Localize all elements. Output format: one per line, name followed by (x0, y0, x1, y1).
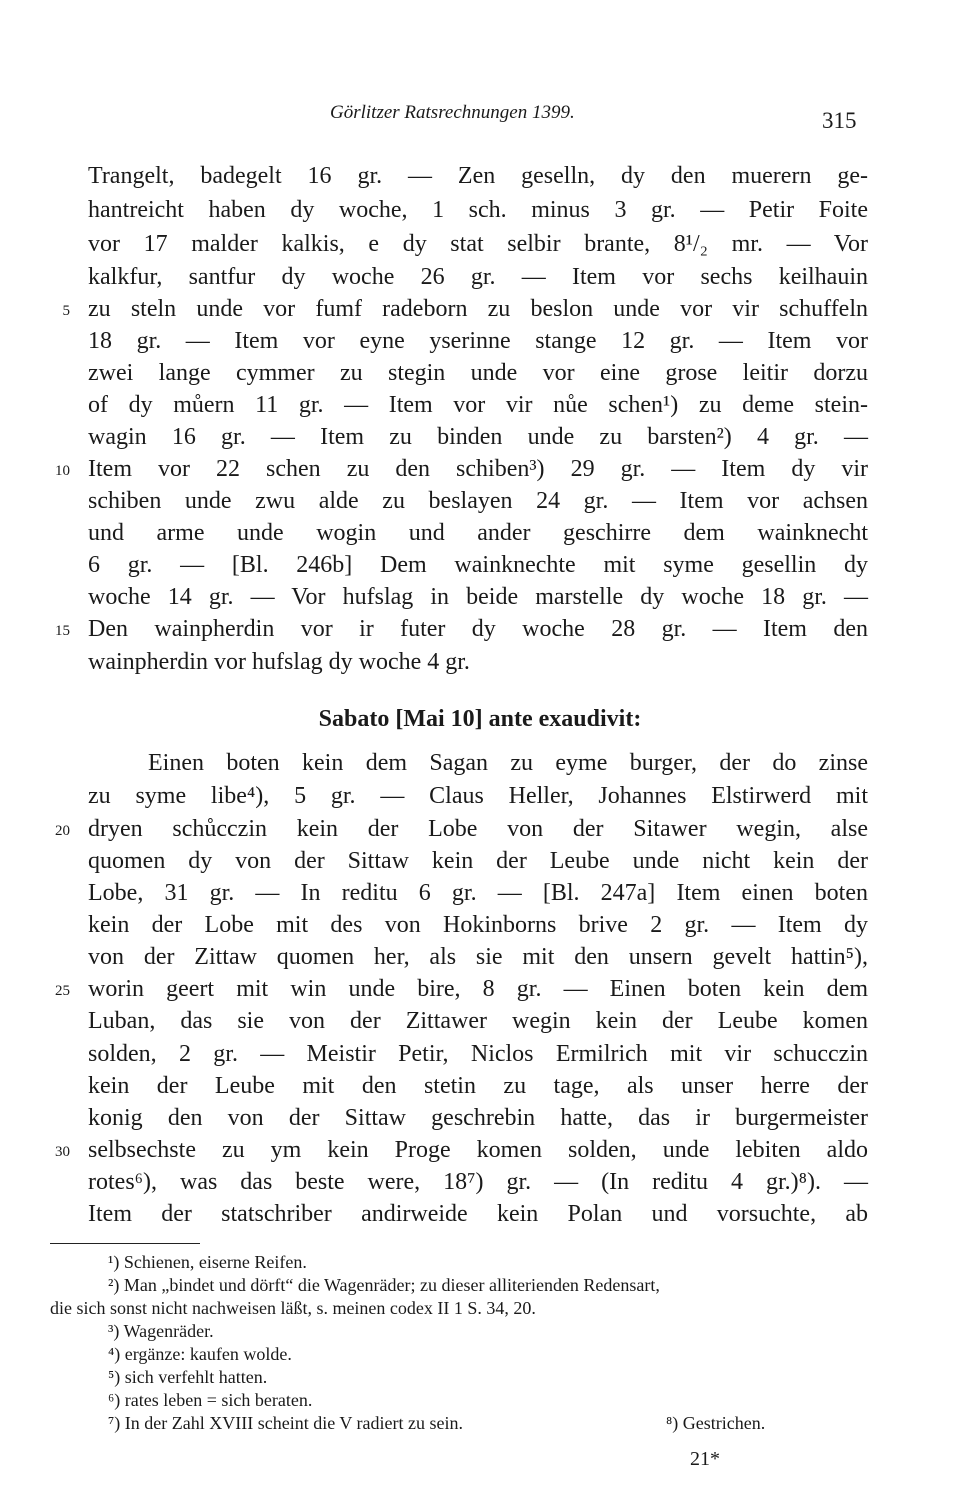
section-heading: Sabato [Mai 10] ante exaudivit: (318, 706, 642, 732)
text-line: kalkfur, santfur dy woche 26 gr. — Item vor sechs keilhauin (88, 264, 868, 290)
text-line: woche 14 gr. — Vor hufslag in beide marstelle dy woche 18 gr. — (88, 584, 868, 610)
text-line: selbsechste zu ym kein Proge komen solden, unde lebiten aldo (88, 1137, 868, 1163)
footnote: ³) Wagenräder. (108, 1321, 214, 1341)
text-line: Trangelt, badegelt 16 gr. — Zen geselln, dy den muerern ge- (88, 163, 868, 189)
text-line: rotes⁶), was das beste were, 18⁷) gr. — (In reditu 4 gr.)⁸). — (88, 1169, 868, 1195)
text-line: Luban, das sie von der Zittawer wegin kein der Leube komen (88, 1008, 868, 1034)
text-line: Item der statschriber andirweide kein Polan und vorsuchte, ab (88, 1201, 868, 1227)
text-line: zwei lange cymmer zu stegin unde vor eine grose leitir dorzu (88, 360, 868, 386)
text-line: zu steln unde vor fumf radeborn zu beslon unde vor vir schuffeln (88, 296, 868, 322)
footnote: ¹) Schienen, eiserne Reifen. (108, 1252, 307, 1272)
text-line: schiben unde zwu alde zu beslayen 24 gr. — Item vor achsen (88, 488, 868, 514)
text-line: of dy můern 11 gr. — Item vor vir nůe schen¹) zu deme stein- (88, 392, 868, 418)
footnote-rule (50, 1243, 200, 1244)
text-line: wainpherdin vor hufslag dy woche 4 gr. (88, 649, 470, 675)
line-number: 25 (55, 983, 70, 999)
footnote: ⁵) sich verfehlt hatten. (108, 1367, 268, 1387)
signature-mark: 21* (690, 1448, 720, 1470)
text-line: quomen dy von der Sittaw kein der Leube unde nicht kein der (88, 848, 868, 874)
text-line: und arme unde wogin und ander geschirre dem wainknecht (88, 520, 868, 546)
text-line: dryen schůcczin kein der Lobe von der Sitawer wegin, alse (88, 816, 868, 842)
text-line: 18 gr. — Item vor eyne yserinne stange 12 gr. — Item vor (88, 328, 868, 354)
line-number: 30 (55, 1144, 70, 1160)
text-line: worin geert mit win unde bire, 8 gr. — Einen boten kein dem (88, 976, 868, 1002)
text-line: wagin 16 gr. — Item zu binden unde zu barsten²) 4 gr. — (88, 424, 868, 450)
text-line: 6 gr. — [Bl. 246b] Dem wainknechte mit syme gesellin dy (88, 552, 868, 578)
footnote: die sich sonst nicht nachweisen läßt, s. meinen codex II 1 S. 34, 20. (50, 1298, 536, 1318)
line-number: 20 (55, 823, 70, 839)
text-line: konig den von der Sittaw geschrebin hatte, das ir burgermeister (88, 1105, 868, 1131)
text-line: Item vor 22 schen zu den schiben³) 29 gr. — Item dy vir (88, 456, 868, 482)
footnote: ⁴) ergänze: kaufen wolde. (108, 1344, 292, 1364)
line-number: 15 (55, 623, 70, 639)
text-line: solden, 2 gr. — Meistir Petir, Niclos Ermilrich mit vir schucczin (88, 1041, 868, 1067)
text-line: kein der Leube mit den stetin zu tage, als unser herre der (88, 1073, 868, 1099)
running-header: Görlitzer Ratsrechnungen 1399. (330, 102, 575, 123)
text-line: vor 17 malder kalkis, e dy stat selbir brante, 8¹/₂ mr. — Vor (88, 231, 868, 257)
text-line: hantreicht haben dy woche, 1 sch. minus 3 gr. — Petir Foite (88, 197, 868, 223)
text-line: von der Zittaw quomen her, als sie mit den unsern gevelt hattin⁵), (88, 944, 868, 970)
footnote: ²) Man „bindet und dörft“ die Wagenräder; zu dieser alliterienden Redensart, (108, 1275, 660, 1295)
footnote: ⁸) Gestrichen. (666, 1413, 766, 1433)
text-line: Lobe, 31 gr. — In reditu 6 gr. — [Bl. 247a] Item einen boten (88, 880, 868, 906)
text-line: Einen boten kein dem Sagan zu eyme burger, der do zinse (148, 750, 868, 776)
text-line: Den wainpherdin vor ir futer dy woche 28 gr. — Item den (88, 616, 868, 642)
text-line: zu syme libe⁴), 5 gr. — Claus Heller, Johannes Elstirwerd mit (88, 783, 868, 809)
text-line: kein der Lobe mit des von Hokinborns brive 2 gr. — Item dy (88, 912, 868, 938)
footnote: ⁶) rates leben = sich beraten. (108, 1390, 313, 1410)
line-number: 5 (62, 303, 70, 319)
footnote: ⁷) In der Zahl XVIII scheint die V radiert zu sein. (108, 1413, 463, 1433)
page-number: 315 (822, 108, 857, 133)
line-number: 10 (55, 463, 70, 479)
